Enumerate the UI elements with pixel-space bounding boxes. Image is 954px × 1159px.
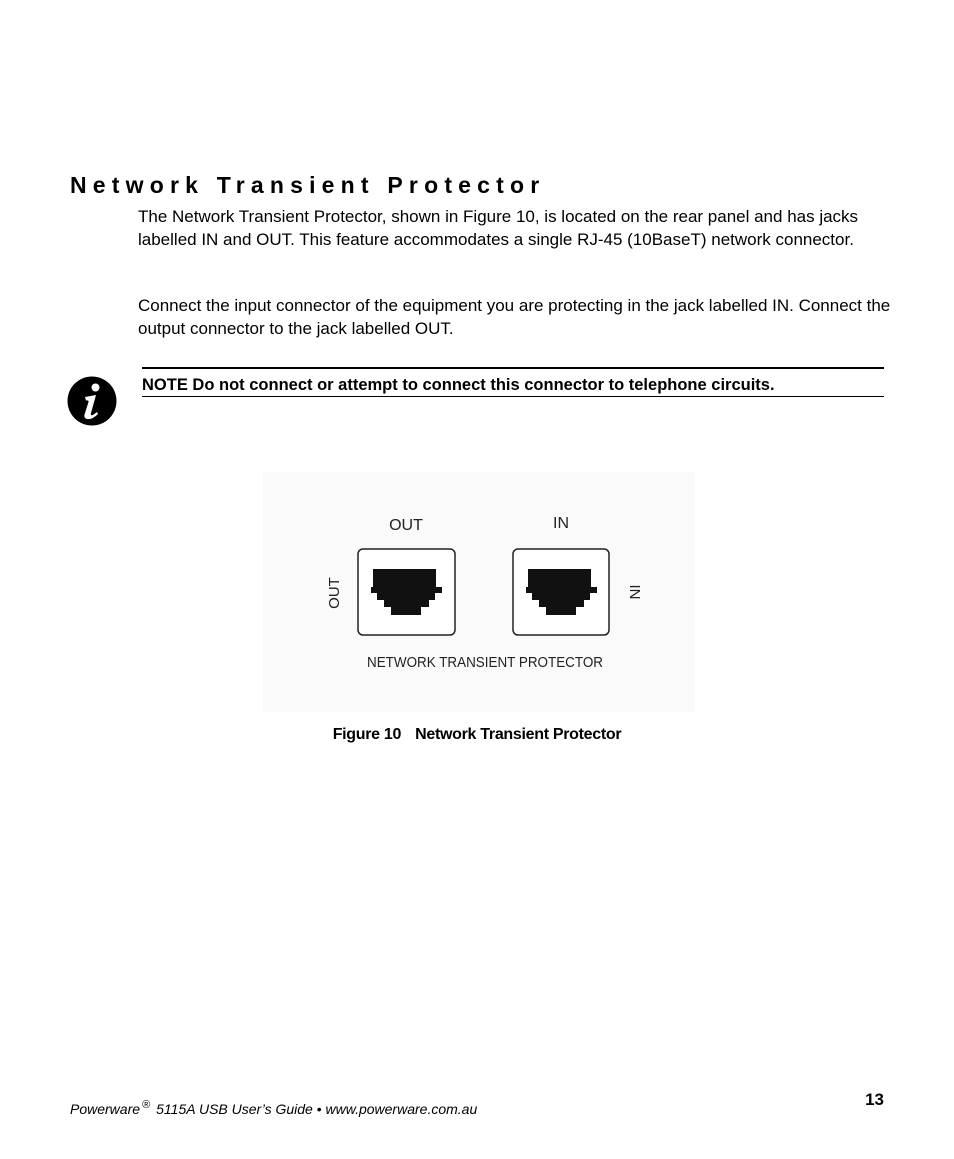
footer-left: [70, 1101, 477, 1117]
label-in-side: IN: [626, 584, 643, 600]
footer-brand: Powerware: [70, 1101, 141, 1117]
label-out-top: OUT: [389, 517, 423, 534]
footer-bullet: •: [316, 1101, 322, 1117]
note-rule-top: [142, 367, 884, 369]
figure-caption-title: Network Transient Protector: [415, 726, 622, 743]
footer-url: www.powerware.com.au: [325, 1101, 478, 1117]
label-out-side: OUT: [326, 577, 343, 609]
note-rule-bottom: [142, 396, 884, 397]
info-icon: [66, 375, 118, 427]
section-heading: Network Transient Protector: [70, 172, 546, 198]
figure-caption-number: Figure 10: [332, 726, 402, 743]
page-number: 13: [865, 1090, 884, 1109]
figure-caption: [0, 726, 954, 744]
body-paragraph-1: The Network Transient Protector, shown in Figure 10, is located on the rear panel and has jacks labelled IN and OUT. This feature accommodates a single RJ-45 (10BaseT) network connector.: [138, 207, 859, 249]
panel-label: NETWORK TRANSIENT PROTECTOR: [367, 654, 604, 671]
registered-mark: ®: [142, 1099, 151, 1111]
footer-guide: 5115A USB User’s Guide: [156, 1101, 313, 1117]
network-protector-figure: [263, 472, 695, 712]
label-in-top: IN: [553, 515, 569, 532]
note-text: NOTE Do not connect or attempt to connect this connector to telephone circuits.: [142, 376, 775, 394]
body-paragraph-2: Connect the input connector of the equipment you are protecting in the jack labelled IN. Connect the output connector to the jack labelled OUT.: [138, 296, 891, 338]
